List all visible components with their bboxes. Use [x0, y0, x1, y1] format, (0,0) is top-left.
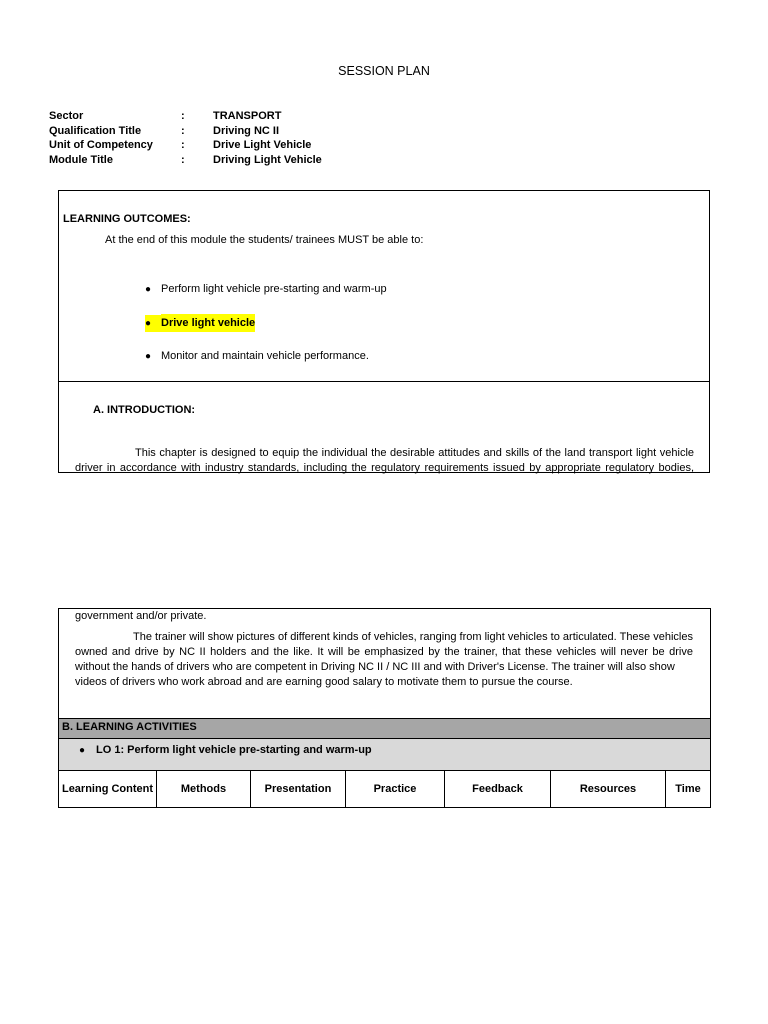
- bullet-icon: ●: [145, 283, 152, 295]
- introduction-continuation: government and/or private.: [75, 610, 207, 622]
- column-header-learning-content: Learning Content: [59, 771, 157, 807]
- introduction-paragraph-2: [75, 630, 693, 690]
- info-value: Drive Light Vehicle: [213, 139, 312, 152]
- session-info-table: [49, 109, 322, 167]
- continuation-box: [58, 608, 711, 808]
- info-row-qualification: [49, 124, 322, 139]
- info-row-sector: [49, 109, 322, 124]
- info-key: Qualification Title: [49, 124, 142, 137]
- info-row-module: [49, 153, 322, 168]
- learning-activities-heading: B. LEARNING ACTIVITIES: [62, 721, 197, 733]
- learning-outcome-item-highlighted: [145, 314, 255, 332]
- paragraph-last-line: videos of drivers who work abroad and are earning good salary to motivate them to pursue the course.: [75, 676, 573, 688]
- bullet-icon: ●: [145, 315, 161, 332]
- document-title: SESSION PLAN: [338, 64, 430, 78]
- learning-outcome-text: Monitor and maintain vehicle performance.: [161, 350, 369, 362]
- learning-activities-header: [59, 718, 710, 739]
- learning-outcomes-intro: At the end of this module the students/ trainees MUST be able to:: [105, 234, 424, 246]
- info-value: TRANSPORT: [213, 110, 282, 122]
- column-header-feedback: Feedback: [445, 771, 551, 807]
- info-colon: :: [181, 110, 185, 122]
- activities-table-header: [59, 771, 710, 807]
- bullet-icon: ●: [145, 350, 152, 362]
- introduction-line: driver in accordance with industry standards, including the regulatory requirements issued by appropriate regulatory bodies,: [75, 462, 694, 474]
- introduction-line: This chapter is designed to equip the individual the desirable attitudes and skills of the land transport light vehicle: [135, 447, 694, 459]
- info-key: Sector: [49, 110, 84, 122]
- info-value: Driving NC II: [213, 124, 280, 137]
- lo1-label: LO 1: Perform light vehicle pre-starting and warm-up: [96, 744, 372, 756]
- introduction-heading: A. INTRODUCTION:: [93, 404, 196, 416]
- learning-outcome-text: Drive light vehicle: [161, 314, 255, 332]
- info-key: Module Title: [49, 153, 113, 166]
- column-header-time: Time: [675, 783, 701, 795]
- learning-outcomes-box: [58, 190, 710, 473]
- info-colon: :: [181, 139, 185, 152]
- learning-outcome-text: Perform light vehicle pre-starting and warm-up: [161, 283, 387, 295]
- learning-outcome-item: [145, 283, 387, 295]
- column-header-resources: Resources: [551, 771, 666, 807]
- lo1-row: [59, 739, 710, 771]
- learning-outcome-item: [145, 350, 369, 362]
- learning-outcomes-heading: LEARNING OUTCOMES:: [63, 213, 191, 225]
- info-row-unit: [49, 138, 322, 153]
- column-header-practice: Practice: [346, 771, 445, 807]
- column-header-methods: Methods: [157, 771, 251, 807]
- column-header-presentation: Presentation: [251, 771, 346, 807]
- section-divider: [59, 381, 709, 382]
- info-colon: :: [181, 124, 185, 137]
- info-value: Driving Light Vehicle: [213, 153, 322, 166]
- info-key: Unit of Competency: [49, 139, 153, 152]
- info-colon: :: [181, 153, 185, 166]
- paragraph-text: The trainer will show pictures of different kinds of vehicles, ranging from light vehicles to articulated. These vehicles owned and drive by NC II holders and the like. It will be emphasized by the trainer, that these vehicles will never be drive without the hands of drivers who are competent in Driving NC II / NC III and with Driver's License. The trainer will also show: [75, 631, 693, 673]
- bullet-icon: ●: [79, 745, 86, 756]
